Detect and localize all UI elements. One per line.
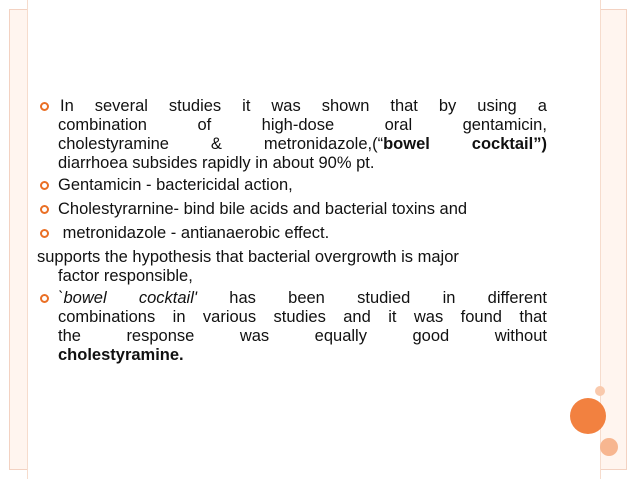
bullet3-text: Cholestyrarnine- bind bile acids and bacterial toxins and [58,200,468,218]
word: using [477,97,517,115]
word: metronidazole,(“bowel [263,135,430,153]
bullet4-text: metronidazole - antianaerobic effect. [58,224,330,242]
word: of [197,116,212,134]
word: gentamicin, [462,116,547,134]
word: response [126,327,195,345]
bullet1-line1 [60,97,547,116]
word: without [494,327,547,345]
word: cocktail' [138,289,198,307]
word: combinations [58,308,156,326]
word: combination [58,116,147,134]
bullet-icon [40,181,49,190]
word: was [271,97,301,115]
word: oral [384,116,413,134]
word: studies [168,97,222,115]
bullet1-line3 [58,135,547,154]
word: `bowel [58,289,107,307]
word: it [388,308,397,326]
word: and [343,308,371,326]
bullet1-line2 [58,116,547,135]
para-line2: factor responsible, [58,267,193,285]
word: has [229,289,256,307]
word: studied [357,289,411,307]
bullet5-line4: cholestyramine. [58,346,184,364]
bullet-icon [40,294,49,303]
bullet1-line4: diarrhoea subsides rapidly in about 90% pt. [58,154,375,172]
word: cocktail”) [471,135,547,153]
bullet5-line2 [58,308,547,327]
word: been [288,289,325,307]
word: the [58,327,81,345]
word: equally [314,327,367,345]
word: that [390,97,418,115]
bullet5-line1 [58,289,547,308]
word: shown [321,97,370,115]
word: a [537,97,547,115]
word: high-dose [261,116,335,134]
word: it [242,97,251,115]
word: in [172,308,186,326]
word: cholestyramine [58,135,169,153]
word: different [487,289,547,307]
word: that [519,308,547,326]
bullet2-text: Gentamicin - bactericidal action, [58,176,293,194]
word: was [413,308,444,326]
word: several [94,97,148,115]
bullet-icon [40,229,49,238]
bullet-icon [40,102,49,111]
word: was [239,327,270,345]
bullet5-line3 [58,327,547,346]
word: various [202,308,257,326]
bullet-icon [40,205,49,214]
word: good [412,327,450,345]
word: & [210,135,222,153]
word: by [438,97,457,115]
word: studies [273,308,326,326]
word: found [460,308,502,326]
word: in [442,289,456,307]
word: In [60,97,74,115]
para-line1: supports the hypothesis that bacterial overgrowth is major [37,248,459,266]
